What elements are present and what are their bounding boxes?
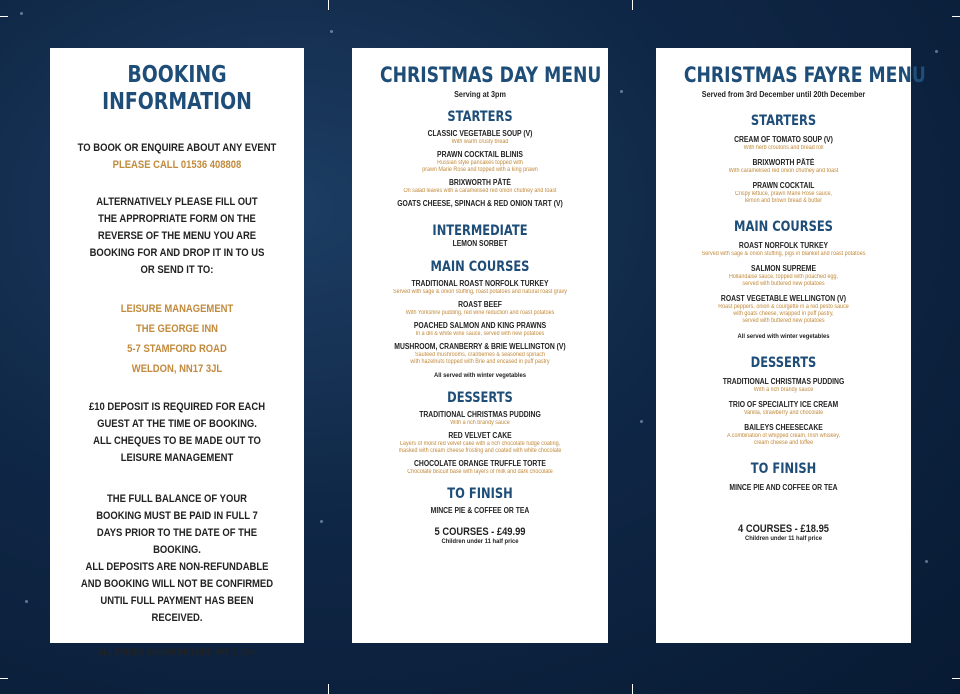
christmas-day-menu-panel	[352, 48, 608, 643]
menu-item-desc: With a rich brandy sauce	[450, 420, 510, 426]
menu-item-desc: Sautéed mushrooms, cranberries & seasoned spinach with hazelnuts topped with Brie and encased in puff pastry	[410, 352, 550, 365]
finish-item: MINCE PIE AND COFFEE OR TEA	[729, 483, 838, 492]
balance-text: THE FULL BALANCE OF YOUR BOOKING MUST BE PAID IN FULL 7 DAYS PRIOR TO THE DATE OF THE BOOKING. ALL DEPOSITS ARE NON-REFUNDABLE AND BOOKING WILL NOT BE CONFIRMED UNTIL FULL PAYMENT HAS BEEN RECEIVED.	[80, 493, 274, 624]
menu-item-name: ROAST VEGETABLE WELLINGTON (V)	[720, 294, 847, 303]
desserts-heading: DESSERTS	[447, 390, 513, 406]
menu-item-name: ROAST NORFOLK TURKEY	[738, 241, 829, 250]
deposit-text: £10 DEPOSIT IS REQUIRED FOR EACH GUEST AT THE TIME OF BOOKING. ALL CHEQUES TO BE MADE OUT TO LEISURE MANAGEMENT	[88, 401, 266, 464]
menu-item-name: TRADITIONAL CHRISTMAS PUDDING	[419, 410, 541, 419]
intermediate-heading: INTERMEDIATE	[432, 223, 528, 239]
finish-heading: TO FINISH	[750, 461, 817, 477]
menu-item-name: TRIO OF SPECIALITY ICE CREAM	[728, 400, 839, 409]
price: 4 COURSES - £18.95	[738, 523, 829, 535]
vat-text: ALL PRICES SHOWN INCLUDE VAT @ 20%	[97, 647, 257, 657]
menu-item-desc: Vanilla, strawberry and chocolate	[743, 410, 824, 416]
menu-item-desc: With warm crusty bread	[451, 139, 509, 145]
menu-item-name: CHOCOLATE ORANGE TRUFFLE TORTE	[414, 459, 546, 468]
menu-item-name: POACHED SALMON AND KING PRAWNS	[413, 321, 547, 330]
menu-item-desc: Chocolate biscuit base with layers of milk and dark chocolate	[407, 469, 553, 475]
menu-item-name: BRIXWORTH PÂTÉ	[449, 178, 511, 187]
menu-item-name: TRADITIONAL CHRISTMAS PUDDING	[722, 377, 845, 386]
price-note: Children under 11 half price	[744, 535, 823, 542]
booking-intro: TO BOOK OR ENQUIRE ABOUT ANY EVENT	[77, 142, 277, 154]
menu-item-desc: With Yorkshire pudding, red wine reduction and roast potatoes	[405, 310, 555, 316]
menu-item-desc: Served with sage & onion stuffing, roast potatoes and natural roast gravy	[392, 289, 568, 295]
menu-item-name: GOATS CHEESE, SPINACH & RED ONION TART (V)	[397, 199, 563, 208]
menu-item-desc: In a dill & white wine sauce, served with new potatoes	[415, 331, 545, 337]
christmas-day-subtitle: Serving at 3pm	[454, 89, 506, 99]
main-courses-heading: MAIN COURSES	[734, 219, 833, 235]
starters-heading: STARTERS	[750, 113, 817, 129]
address-line: 5-7 STAMFORD ROAD	[127, 343, 227, 355]
mains-note: All served with winter vegetables	[433, 372, 526, 379]
menu-item-desc: On salad leaves with a caramelised red onion chutney and toast	[403, 188, 557, 194]
booking-title-line1: BOOKING	[127, 62, 227, 88]
christmas-fayre-title: CHRISTMAS FAYRE MENU	[683, 63, 926, 87]
menu-item-desc: Roast peppers, onion & courgette in a red pesto sauce with goats cheese, wrapped in puff pastry, served with buttered new potatoes	[718, 304, 849, 324]
christmas-fayre-subtitle: Served from 3rd December until 20th December	[701, 89, 866, 99]
menu-item-desc: With caramelised red onion chutney and toast	[728, 168, 839, 174]
menu-item-name: RED VELVET CAKE	[448, 431, 512, 440]
menu-item-desc: A combination of whipped cream, Irish whiskey, cream cheese and toffee	[726, 433, 841, 446]
main-courses-heading: MAIN COURSES	[430, 259, 530, 275]
price: 5 COURSES - £49.99	[434, 526, 526, 538]
price-note: Children under 11 half price	[441, 538, 519, 545]
menu-item-name: CREAM OF TOMATO SOUP (V)	[734, 135, 833, 144]
booking-phone: PLEASE CALL 01536 408808	[112, 159, 242, 171]
intermediate-item: LEMON SORBET	[452, 239, 508, 248]
menu-item-name: BRIXWORTH PÂTÉ	[752, 158, 815, 167]
menu-item-desc: With herb croutons and bread roll	[743, 145, 824, 151]
mains-note: All served with winter vegetables	[737, 333, 830, 340]
christmas-day-title: CHRISTMAS DAY MENU	[379, 63, 602, 87]
menu-item-desc: Layers of moist red velvet cake with a rich chocolate fudge coating, masked with cream cheese frosting and coated with white chocolate	[398, 441, 562, 454]
menu-item-name: PRAWN COCKTAIL BLINIS	[437, 150, 523, 159]
christmas-fayre-menu-panel	[656, 48, 926, 643]
address-line: WELDON, NN17 3JL	[131, 363, 223, 375]
menu-item-desc: Russian style pancakes topped with prawn Marie Rose and topped with a king prawn	[422, 160, 538, 173]
booking-title-line2: INFORMATION	[102, 89, 252, 115]
menu-item-desc: Hollandaise sauce, topped with poached egg, served with buttered new potatoes	[729, 274, 838, 287]
menu-item-desc: Served with sage & onion stuffing, pigs in blanket and roast potatoes	[701, 251, 866, 257]
starters-heading: STARTERS	[447, 109, 513, 125]
finish-heading: TO FINISH	[447, 486, 513, 502]
booking-panel	[50, 48, 304, 657]
desserts-heading: DESSERTS	[750, 355, 817, 371]
finish-item: MINCE PIE & COFFEE OR TEA	[430, 506, 530, 515]
menu-item-desc: Crispy lettuce, prawn Marie Rose sauce, lemon and brown bread & butter	[735, 191, 832, 204]
menu-item-name: BAILEYS CHEESECAKE	[744, 423, 823, 432]
menu-item-name: MUSHROOM, CRANBERRY & BRIE WELLINGTON (V)	[394, 342, 566, 351]
menu-item-name: ROAST BEEF	[458, 300, 502, 309]
booking-alt-text: ALTERNATIVELY PLEASE FILL OUT THE APPROPRIATE FORM ON THE REVERSE OF THE MENU YOU ARE BOOKING FOR AND DROP IT IN TO US OR SEND IT TO:	[89, 196, 265, 276]
menu-item-name: TRADITIONAL ROAST NORFOLK TURKEY	[411, 279, 549, 288]
menu-item-name: PRAWN COCKTAIL	[752, 181, 815, 190]
menu-item-desc: With a rich brandy sauce	[753, 387, 814, 393]
menu-item-name: CLASSIC VEGETABLE SOUP (V)	[427, 129, 533, 138]
address-line: THE GEORGE INN	[136, 323, 218, 335]
menu-item-name: SALMON SUPREME	[751, 264, 816, 273]
address-line: LEISURE MANAGEMENT	[120, 303, 234, 315]
